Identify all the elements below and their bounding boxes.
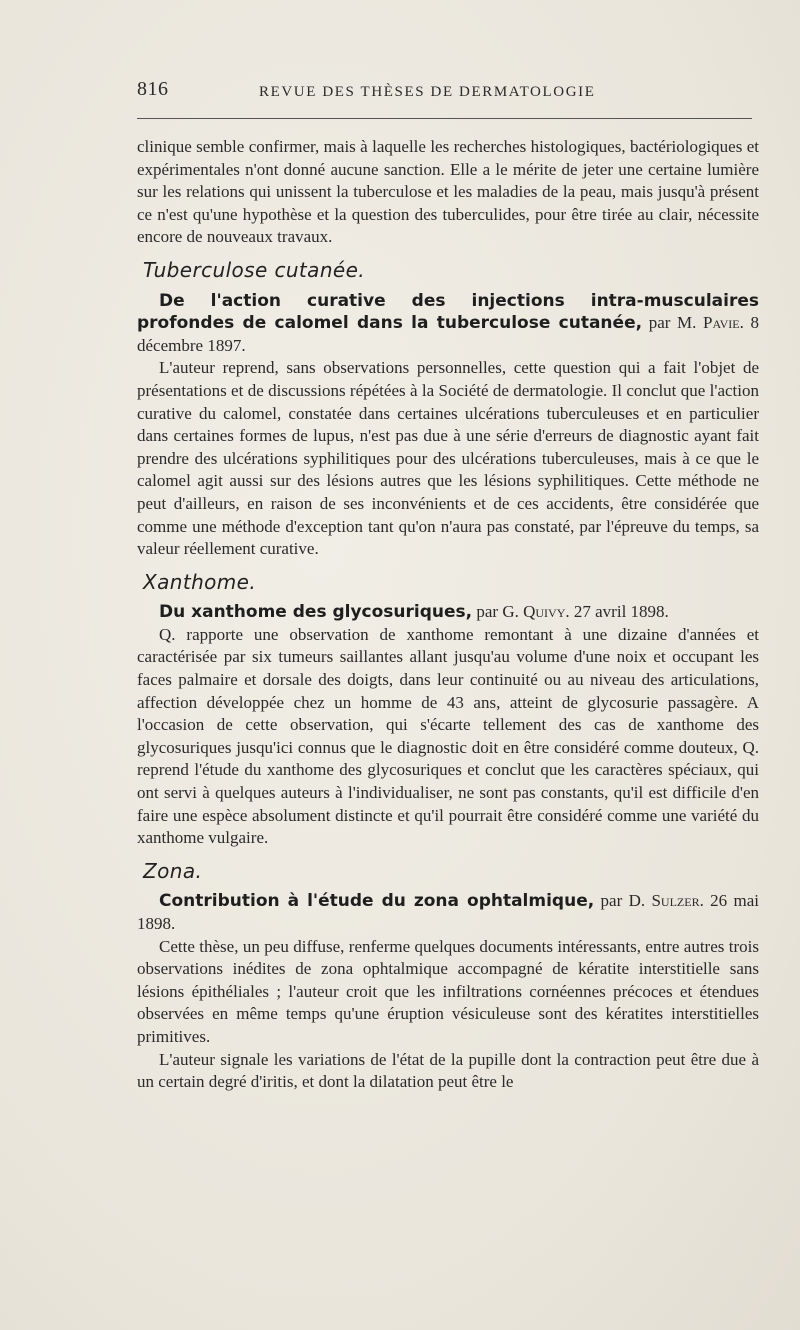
header-rule <box>137 118 752 119</box>
article-date: . 26 mai 1898. <box>137 891 759 933</box>
article-author: Pavie <box>703 313 740 333</box>
article-author: Sulzer <box>651 891 700 911</box>
page-header <box>137 78 757 108</box>
article-paragraph: Cette thèse, un peu diffuse, renferme quelques documents intéressants, entre autres trois observations inédites de zona ophtalmique accompagné de kératite interstitielle sans lésions épithéliales ; l'auteur croit que les infiltrations cornéennes précoces et étendues observées en même temps qu'une éruption vésiculeuse sont des kératites interstitielles primitives. <box>137 936 759 1046</box>
article-paragraph: L'auteur signale les variations de l'état de la pupille dont la contraction peut être due à un certain degré d'iritis, et dont la dilatation peut être le <box>137 1049 759 1092</box>
article-author: Quivy <box>523 602 566 622</box>
article-paragraph: L'auteur reprend, sans observations personnelles, cette question qui a fait l'objet de présentations et de discussions répétées à la Société de dermatologie. Il conclut que l'action curative du calomel, constatée dans certaines ulcérations tuberculeuses et en particulier dans certaines formes de lupus, n'est pas due à une série d'erreurs de diagnostic ayant fait prendre des ulcérations syphilitiques pour des ulcérations tuberculeuses, mais à ce que le calomel agit aussi sur des lésions autres que les lésions syphilitiques. Cette méthode ne peut d'ailleurs, en raison de ses inconvénients et de ces accidents, être considérée que comme une méthode d'exception tant qu'on n'aura pas constaté, par l'épreuve du temps, sa valeur réellement curative. <box>137 358 759 559</box>
article-header <box>137 290 759 358</box>
section-heading-tuberculose: Tuberculose cutanée. <box>143 257 366 282</box>
article-title: De l'action curative des injections intra-musculaires profondes de calomel dans la tuberculose cutanée, <box>137 290 759 334</box>
article-header <box>137 601 759 624</box>
article-byline: par D. <box>594 891 652 911</box>
article-title: Contribution à l'étude du zona ophtalmique, <box>159 891 595 912</box>
article-date: . 27 avril 1898. <box>565 602 669 622</box>
page-number: 816 <box>137 78 169 100</box>
running-title: REVUE DES THÈSES DE DERMATOLOGIE <box>259 84 596 100</box>
article-date: . 8 décembre 1897. <box>137 313 759 355</box>
article-byline: par M. <box>642 313 704 333</box>
article-header <box>137 890 759 935</box>
article-byline: par G. <box>472 602 524 622</box>
article-title: Du xanthome des glycosuriques, <box>159 602 473 623</box>
intro-paragraph: clinique semble confirmer, mais à laquelle les recherches histologiques, bactériologiques et expérimentales n'ont donné aucune sanction. Elle a le mérite de jeter une certaine lumière sur les relations qui unissent la tuberculose et les maladies de la peau, mais jusqu'à présent ce n'est qu'une hypothèse et la question des tuberculides, pour être tirée au clair, nécessite encore de nouveaux travaux. <box>137 137 759 247</box>
page-body <box>137 136 759 1094</box>
section-heading-xanthome: Xanthome. <box>143 569 257 594</box>
article-paragraph: Q. rapporte une observation de xanthome remontant à une dizaine d'années et caractérisée par six tumeurs saillantes allant jusqu'au volume d'une noix et occupant les faces palmaire et dorsale des doigts, dans leur continuité ou au niveau des articulations, affection développée chez un homme de 43 ans, atteint de glycosurie passagère. A l'occasion de cette observation, qui s'écarte tellement des cas de xanthome des glycosuriques jusqu'ici connus que le diagnostic doit en être considéré comme douteux, Q. reprend l'étude du xanthome des glycosuriques et conclut que les caractères spéciaux, qui ont servi à quelques auteurs à l'individualiser, ne sont pas constants, qu'il est difficile d'en faire une espèce absolument distincte et qu'il pourrait être considéré comme une variété du xanthome vulgaire. <box>137 624 759 848</box>
section-heading-zona: Zona. <box>143 858 203 883</box>
